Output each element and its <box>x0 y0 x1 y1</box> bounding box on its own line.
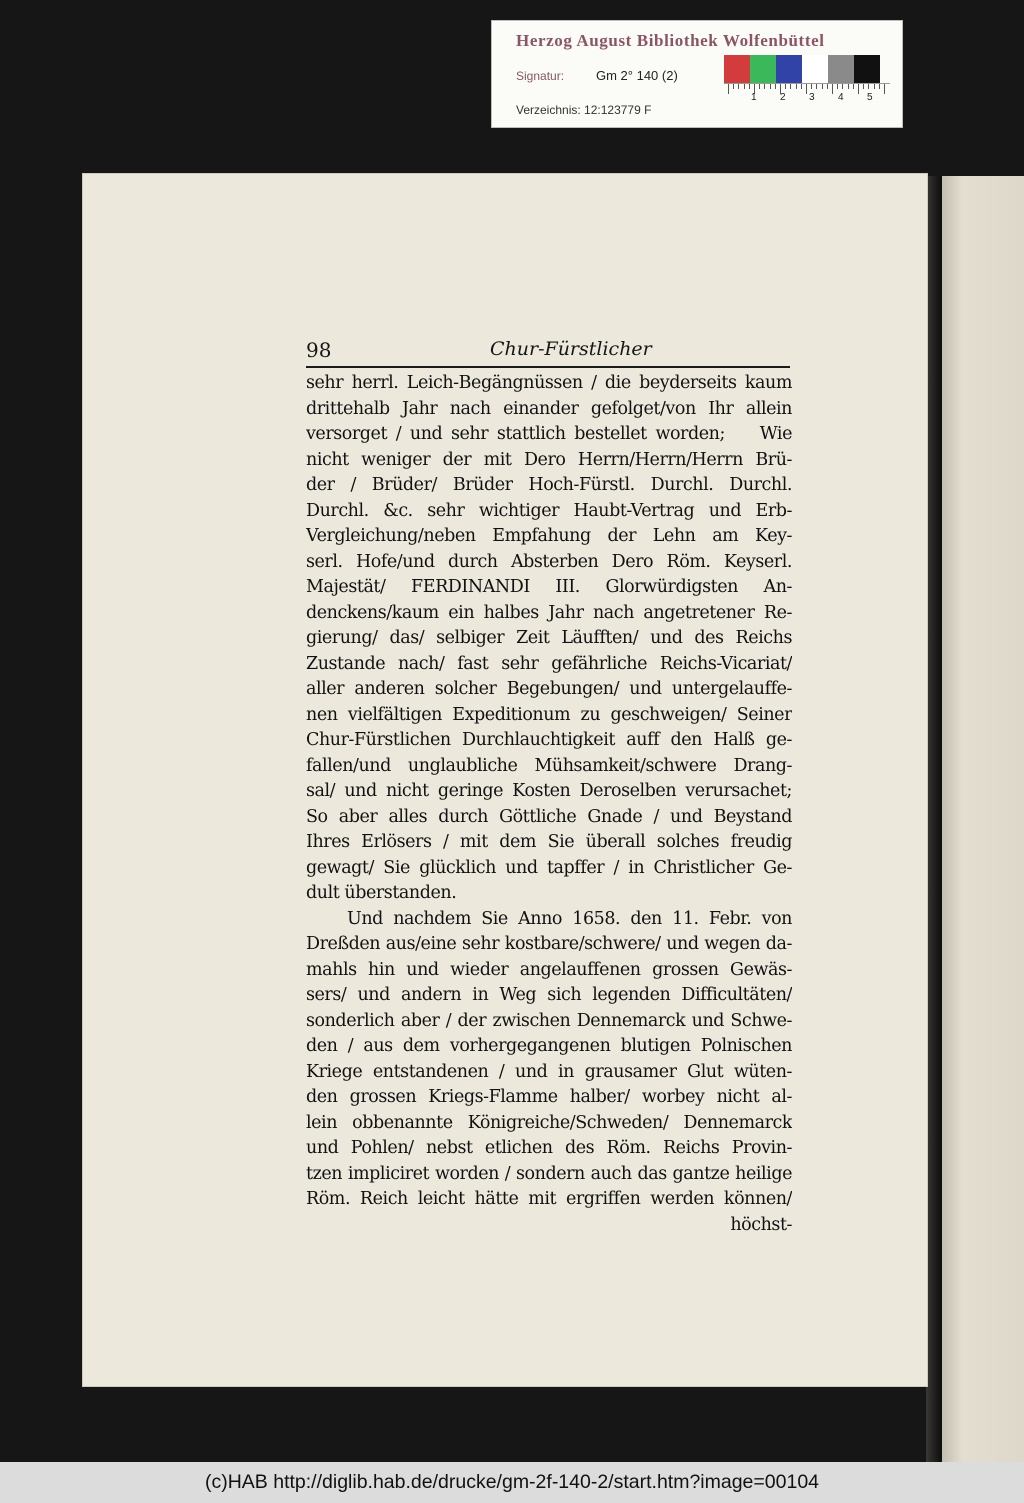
ruler-tick <box>744 84 745 89</box>
text-line: denckens/kaum ein halbes Jahr nach angetretener Re- <box>306 602 792 623</box>
ruler-tick <box>863 84 864 89</box>
text-line: der / Brüder/ Brüder Hoch-Fürstl. Durchl. Durchl. <box>306 475 792 495</box>
text-line: gewagt/ Sie glücklich und tapffer / in Christlicher Ge- <box>306 857 792 878</box>
library-label <box>491 20 903 128</box>
ruler-tick <box>842 84 843 89</box>
color-calibration-strip <box>724 55 890 83</box>
book-gutter <box>926 176 942 1472</box>
text-line: serl. Hofe/und durch Absterben Dero Röm. Keyserl. <box>306 551 792 572</box>
body-text <box>306 371 792 1238</box>
text-line: sehr herrl. Leich-Begängnüssen / die beyderseits kaum <box>306 373 792 393</box>
running-head: Chur-Fürstlicher <box>490 338 652 360</box>
text-line: dult überstanden. <box>306 883 457 903</box>
ruler-tick <box>874 84 875 89</box>
ruler-tick <box>806 84 807 94</box>
ruler-tick <box>733 84 734 89</box>
text-line: Durchl. &c. sehr wichtiger Haubt-Vertrag und Erb- <box>306 500 792 521</box>
ruler-tick <box>848 84 849 89</box>
measurement-ruler <box>724 83 890 118</box>
ruler-tick <box>785 84 786 89</box>
ruler-number: 4 <box>838 92 844 103</box>
page-number: 98 <box>306 338 332 362</box>
ruler-number: 5 <box>867 92 873 103</box>
ruler-tick <box>775 84 776 89</box>
ruler-tick <box>837 84 838 89</box>
ruler-number: 3 <box>809 92 815 103</box>
ruler-tick <box>832 84 833 94</box>
ruler-tick <box>749 84 750 89</box>
text-line: nen vielfältigen Expeditionum zu geschweigen/ Seiner <box>306 704 792 725</box>
signatur-row <box>516 68 678 83</box>
ruler-tick <box>879 84 880 89</box>
ruler-tick <box>764 84 765 89</box>
library-name: Herzog August Bibliothek Wolfenbüttel <box>516 31 825 50</box>
signatur-value: Gm 2° 140 (2) <box>596 68 678 83</box>
header-rule <box>306 366 790 368</box>
next-page-edge <box>936 176 1024 1472</box>
color-swatch <box>724 55 750 83</box>
text-line: So aber alles durch Göttliche Gnade / und Beystand <box>306 806 792 827</box>
ruler-tick <box>728 84 729 94</box>
ruler-tick <box>827 84 828 89</box>
text-line: lein obbenannte Königreiche/Schweden/ Dennemarck <box>306 1112 792 1133</box>
text-line: versorget / und sehr stattlich bestellet worden; Wie <box>306 424 792 444</box>
text-line: sal/ und nicht geringe Kosten Deroselben verursachet; <box>306 781 792 801</box>
text-line: aller anderen solcher Begebungen/ und untergelauffe- <box>306 679 792 699</box>
text-line: tzen impliciret worden / sondern auch das gantze heilige <box>306 1163 792 1184</box>
ruler-tick <box>759 84 760 89</box>
text-line: Röm. Reich leicht hätte mit ergriffen werden können/ <box>306 1189 792 1209</box>
ruler-tick <box>822 84 823 89</box>
ruler-tick <box>868 84 869 89</box>
ruler-tick <box>811 84 812 89</box>
ruler-tick <box>796 84 797 89</box>
ruler-tick <box>801 84 802 89</box>
text-line: Zustande nach/ fast sehr gefährliche Reichs-Vicariat/ <box>306 653 792 674</box>
text-line: den / aus dem vorhergegangenen blutigen Polnischen <box>306 1036 792 1056</box>
ruler-tick <box>770 84 771 89</box>
text-line: Vergleichung/neben Empfahung der Lehn am Key- <box>306 526 792 546</box>
color-swatch <box>776 55 802 83</box>
text-line: fallen/und unglaubliche Mühsamkeit/schwere Drang- <box>306 755 792 776</box>
text-line: Majestät/ FERDINANDI III. Glorwürdigsten An- <box>306 577 792 597</box>
color-swatch <box>854 55 880 83</box>
text-line: Und nachdem Sie Anno 1658. den 11. Febr. von <box>306 908 792 929</box>
copyright-footer: (c)HAB http://diglib.hab.de/drucke/gm-2f-140-2/start.htm?image=00104 <box>0 1462 1024 1503</box>
ruler-tick <box>884 84 885 94</box>
text-line: Chur-Fürstlichen Durchlauchtigkeit auff den Halß ge- <box>306 730 792 750</box>
text-line: Dreßden aus/eine sehr kostbare/schwere/ und wegen da- <box>306 934 792 954</box>
color-swatch <box>828 55 854 83</box>
ruler-number: 2 <box>780 92 786 103</box>
text-line: drittehalb Jahr nach einander gefolget/von Ihr allein <box>306 398 792 419</box>
text-line: mahls hin und wieder angelauffenen grossen Gewäs- <box>306 959 792 980</box>
verzeichnis-text: Verzeichnis: 12:123779 F <box>516 103 652 117</box>
ruler-tick <box>858 84 859 94</box>
ruler-tick <box>816 84 817 89</box>
text-line: gierung/ das/ selbiger Zeit Läufften/ und des Reichs <box>306 628 792 648</box>
text-line: Kriege entstandenen / und in grausamer Glut wüten- <box>306 1061 792 1082</box>
ruler-tick <box>853 84 854 89</box>
ruler-tick <box>790 84 791 89</box>
text-line: höchst- <box>730 1214 792 1235</box>
text-line: und Pohlen/ nebst etlichen des Röm. Reichs Provin- <box>306 1138 792 1158</box>
text-line: nicht weniger der mit Dero Herrn/Herrn/Herrn Brü- <box>306 449 792 470</box>
text-line: den grossen Kriegs-Flamme halber/ worbey nicht al- <box>306 1087 792 1107</box>
color-swatch <box>802 55 828 83</box>
text-line: Ihres Erlösers / mit dem Sie überall solches freudig <box>306 832 792 852</box>
ruler-tick <box>738 84 739 89</box>
text-line: sers/ und andern in Weg sich legenden Difficultäten/ <box>306 985 792 1005</box>
ruler-number: 1 <box>751 92 757 103</box>
color-swatch <box>750 55 776 83</box>
signatur-label: Signatur: <box>516 69 565 83</box>
text-line: sonderlich aber / der zwischen Dennemarck und Schwe- <box>306 1010 792 1031</box>
